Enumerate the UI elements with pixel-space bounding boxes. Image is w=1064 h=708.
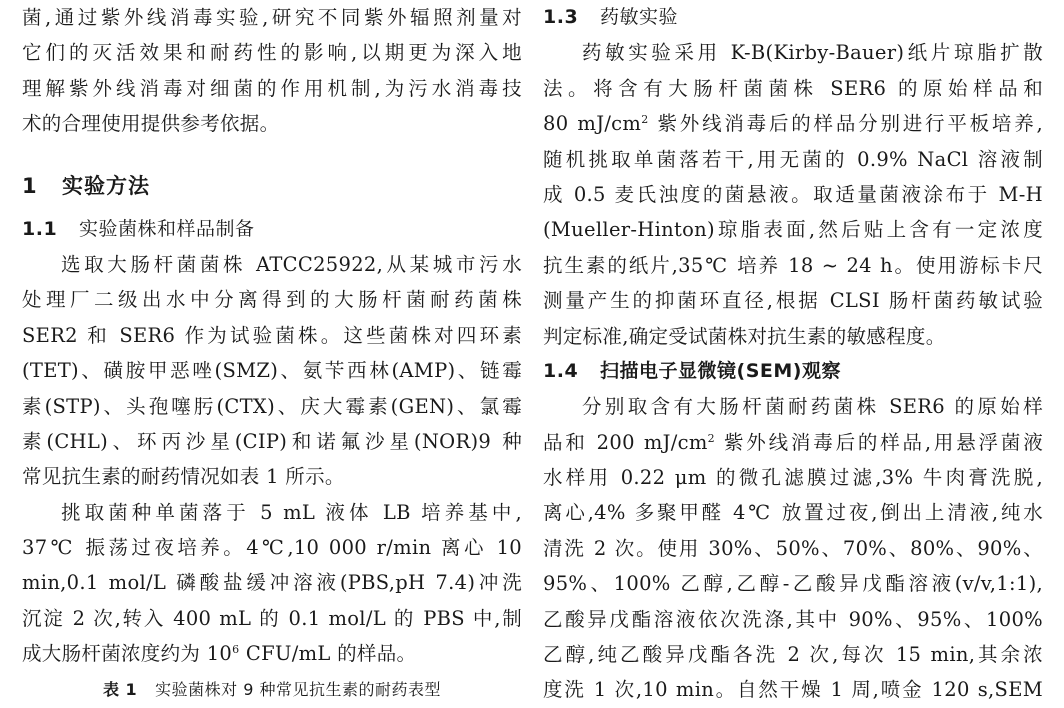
text-line: 挑取菌种单菌落于 5 mL 液体 LB 培养基中, bbox=[61, 500, 522, 524]
text-line: SER2 和 SER6 作为试验菌株。这些菌株对四环素 bbox=[22, 323, 522, 347]
text-line: 水样用 0.22 μm 的微孔滤膜过滤,3% 牛肉膏洗脱, bbox=[543, 466, 1043, 490]
section-number: 1 bbox=[22, 173, 38, 198]
right-column bbox=[543, 0, 1043, 708]
text-line bbox=[22, 636, 522, 671]
text-line: 理解紫外线消毒对细菌的作用机制,为污水消毒技 bbox=[22, 76, 522, 100]
text-line: 法。将含有大肠杆菌菌株 SER6 的原始样品和 bbox=[543, 76, 1043, 100]
text-line: 它们的灭活效果和耐药性的影响,以期更为深入地 bbox=[22, 41, 522, 65]
section-heading bbox=[22, 161, 522, 211]
text-fragment: CFU/mL 的样品。 bbox=[239, 642, 417, 666]
subsection-number: 1.3 bbox=[543, 6, 579, 28]
section-title: 实验方法 bbox=[62, 173, 150, 198]
subsection-number: 1.1 bbox=[22, 217, 58, 240]
text-line: 随机挑取单菌落若干,用无菌的 0.9% NaCl 溶液制 bbox=[543, 147, 1043, 171]
text-line: 乙醇,纯乙酸异戊酯各洗 2 次,每次 15 min,其余浓 bbox=[543, 643, 1043, 667]
text-line: 菌,通过紫外线消毒实验,研究不同紫外辐照剂量对 bbox=[22, 6, 522, 29]
text-line: 分别取含有大肠杆菌耐药菌株 SER6 的原始样 bbox=[582, 395, 1043, 419]
text-fragment: 紫外线消毒后的样品,用悬浮菌液 bbox=[714, 430, 1043, 454]
subsection-heading bbox=[22, 212, 522, 247]
text-line: min,0.1 mol/L 磷酸盐缓冲溶液(PBS,pH 7.4)冲洗 bbox=[22, 571, 522, 595]
text-line: 度洗 1 次,10 min。自然干燥 1 周,喷金 120 s,SEM bbox=[543, 678, 1043, 702]
text-fragment: 紫外线消毒后的样品分别进行平板培养, bbox=[648, 112, 1043, 136]
paragraph bbox=[543, 389, 1043, 708]
superscript: 2 bbox=[641, 113, 649, 127]
superscript: 6 bbox=[232, 643, 240, 657]
text-line: 判定标准,确定受试菌株对抗生素的敏感程度。 bbox=[543, 324, 946, 348]
text-line: 常见抗生素的耐药情况如表 1 所示。 bbox=[22, 465, 345, 489]
subsection-heading bbox=[543, 0, 1043, 35]
paragraph bbox=[543, 35, 1043, 354]
title-fragment: SEM bbox=[745, 359, 793, 382]
paragraph bbox=[22, 495, 522, 672]
text-line: 素(STP)、头孢噻肟(CTX)、庆大霉素(GEN)、氯霉 bbox=[22, 394, 522, 418]
text-fragment: 成大肠杆菌浓度约为 10 bbox=[22, 642, 233, 666]
table-caption bbox=[22, 672, 522, 707]
text-line: (Mueller-Hinton)琼脂表面,然后贴上含有一定浓度 bbox=[543, 218, 1043, 242]
left-column bbox=[22, 0, 522, 707]
text-line: 素(CHL)、环丙沙星(CIP)和诺氟沙星(NOR)9 种 bbox=[22, 429, 522, 453]
text-line: 抗生素的纸片,35℃ 培养 18 ~ 24 h。使用游标卡尺 bbox=[543, 253, 1043, 277]
text-line: 测量产生的抑菌环直径,根据 CLSI 肠杆菌药敏试验 bbox=[543, 289, 1043, 313]
text-line bbox=[543, 425, 1043, 460]
text-fragment: 80 mJ/cm bbox=[543, 112, 642, 136]
subsection-title: 药敏实验 bbox=[600, 6, 679, 28]
table-number: 表 1 bbox=[102, 679, 138, 699]
text-line bbox=[543, 106, 1043, 141]
text-line: 术的合理使用提供参考依据。 bbox=[22, 112, 280, 136]
text-line: 药敏实验采用 K-B(Kirby-Bauer)纸片琼脂扩散 bbox=[582, 41, 1043, 65]
subsection-heading bbox=[543, 354, 1043, 389]
subsection-number: 1.4 bbox=[543, 359, 579, 382]
intro-paragraph bbox=[22, 0, 522, 142]
text-line: 处理厂二级出水中分离得到的大肠杆菌耐药菌株 bbox=[22, 288, 522, 312]
table-title: 实验菌株对 9 种常见抗生素的耐药表型 bbox=[155, 679, 442, 699]
subsection-title bbox=[600, 360, 841, 382]
title-fragment: )观察 bbox=[792, 359, 841, 382]
superscript: 2 bbox=[707, 431, 715, 445]
title-fragment: 扫描电子显微镜( bbox=[600, 359, 746, 382]
text-line: 清洗 2 次。使用 30%、50%、70%、80%、90%、 bbox=[543, 536, 1043, 560]
text-line: 37℃ 振荡过夜培养。4℃,10 000 r/min 离心 10 bbox=[22, 536, 522, 560]
text-line: 乙酸异戊酯溶液依次洗涤,其中 90%、95%、100% bbox=[543, 607, 1043, 631]
text-fragment: 品和 200 mJ/cm bbox=[543, 430, 708, 454]
text-line: 沉淀 2 次,转入 400 mL 的 0.1 mol/L 的 PBS 中,制 bbox=[22, 606, 522, 630]
subsection-title: 实验菌株和样品制备 bbox=[79, 217, 255, 240]
text-line: 离心,4% 多聚甲醛 4℃ 放置过夜,倒出上清液,纯水 bbox=[543, 501, 1043, 525]
text-line: 95%、100% 乙醇,乙醇-乙酸异戊酯溶液(v/v,1:1), bbox=[543, 572, 1043, 596]
text-line: 选取大肠杆菌菌株 ATCC25922,从某城市污水 bbox=[61, 252, 522, 276]
paragraph bbox=[22, 247, 522, 495]
text-line: 成 0.5 麦氏浊度的菌悬液。取适量菌液涂布于 M-H bbox=[543, 182, 1043, 206]
text-line: (TET)、磺胺甲恶唑(SMZ)、氨苄西林(AMP)、链霉 bbox=[22, 359, 522, 383]
